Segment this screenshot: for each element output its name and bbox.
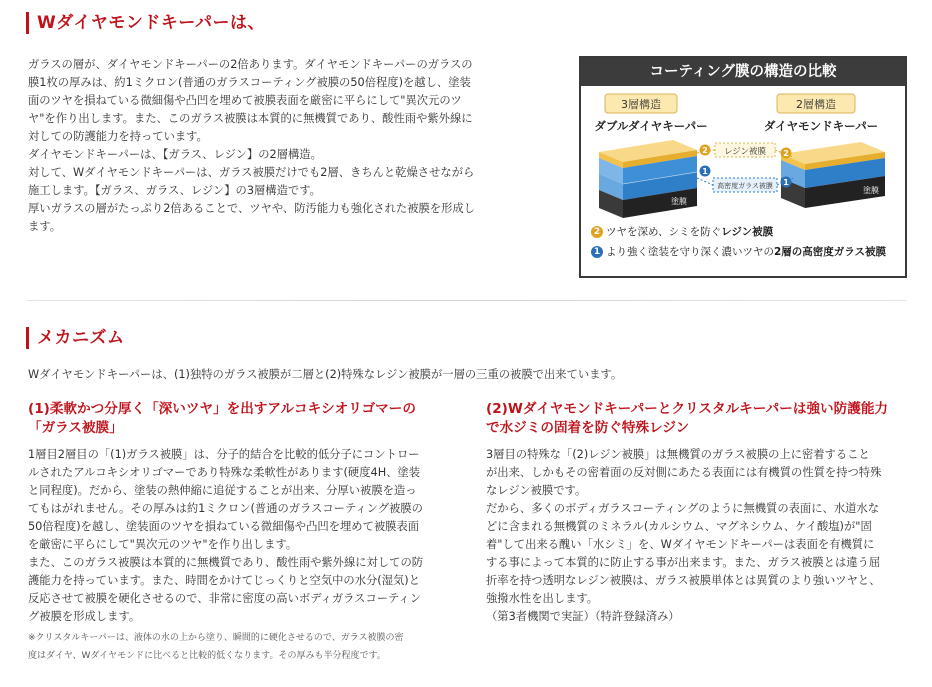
paint-label-right: 塗膜 (863, 186, 879, 195)
badge-2layer-text: 2層構造 (796, 98, 836, 111)
title-line: (2)Wダイヤモンドキーパーとクリスタルキーパーは強い防護能力 (486, 401, 889, 417)
legend-marker-1: 1 (591, 246, 603, 258)
coating-structure-figure (579, 56, 907, 278)
body-line: 着"して出来る醜い「水シミ」を、Wダイヤモンドキーパーは表面を有機質に (486, 538, 875, 551)
note-line: ※クリスタルキーパーは、液体の水の上から塗り、瞬間的に硬化させるので、ガラス被膜の密 (28, 633, 404, 643)
paragraph-line: 対しての防護能力を持っています。 (28, 130, 208, 143)
body-line: 反応させて被膜を硬化させるので、非常に密度の高いボディガラスコーティン (28, 592, 422, 605)
body-line: なレジン被膜です。 (486, 484, 587, 497)
body-line: 護能力を持っています。また、時間をかけてじっくりと空気中の水分(湿気)と (28, 574, 421, 587)
mechanism-glass-column (28, 400, 458, 665)
section-heading-wdiamond: Wダイヤモンドキーパーは、 (26, 12, 265, 34)
paragraph-line: 膜1枚の厚みは、約1ミクロン(普通のガラスコーティング被膜の50倍程度)を越し、塗装 (28, 76, 471, 89)
section1-paragraph (28, 56, 508, 236)
resin-column-body (486, 446, 916, 626)
paragraph-line: ます。 (28, 220, 61, 233)
mechanism-intro: Wダイヤモンドキーパーは、(1)独特のガラス被膜が二層と(2)特殊なレジン被膜が一層の三重の被膜で出来ています。 (28, 368, 623, 381)
paragraph-line: 厚いガラスの層がたっぷり2倍あることで、ツヤや、防汚能力も強化された被膜を形成し (28, 202, 475, 215)
legend-resin-bold: レジン被膜 (721, 226, 774, 238)
paragraph-line: ヤ"を作り出します。また、このガラス被膜は本質的に無機質であり、酸性雨や紫外線に (28, 112, 473, 125)
body-line: ルされたアルコキシオリゴマーであり特殊な柔軟性があります(硬度4H、塗装 (28, 466, 421, 479)
legend-resin-text: ツヤを深め、シミを防ぐ (606, 226, 722, 238)
glass-column-title (28, 400, 458, 438)
svg-text:1: 1 (702, 167, 708, 176)
glass-column-note (28, 629, 458, 665)
body-line: グ被膜を形成します。 (28, 610, 141, 623)
body-line: と同程度)。だから、塗装の熱伸縮に追従することが出来、分厚い被膜を造っ (28, 484, 417, 497)
title-line: で水ジミの固着を防ぐ特殊レジン (486, 420, 690, 436)
paragraph-line: 面のツヤを損ねている微細傷や凸凹を埋めて被膜表面を厳密に平らにして"異次元のツ (28, 94, 462, 107)
resin-label: レジン被膜 (723, 147, 767, 157)
body-line: どに含まれる無機質のミネラル(カルシウム、マグネシウム、ケイ酸塩)が"固 (486, 520, 872, 533)
body-line: が出来、しかもその密着面の反対側にあたる表面には有機質の性質を持つ特殊 (486, 466, 882, 479)
left-product-name: ダブルダイヤキーパー (594, 119, 708, 133)
section-heading-mechanism: メカニズム (26, 327, 125, 349)
body-line: を厳密に平らにして"異次元のツヤ"を作り出します。 (28, 538, 298, 551)
mechanism-resin-column (486, 400, 916, 626)
title-line: 「ガラス被膜」 (28, 420, 123, 436)
paragraph-line: ダイヤモンドキーパーは、【ガラス、レジン】の2層構造。 (28, 148, 322, 161)
body-line: てもはがれません。その厚みは約1ミクロン(普通のガラスコーティング被膜の (28, 502, 423, 515)
body-line: 50倍程度)を越し、塗装面のツヤを損ねている微細傷や凸凹を埋めて被膜表面 (28, 520, 420, 533)
note-line: 度はダイヤ、Wダイヤモンドに比べると比較的低くなります。その厚みも半分程度です。 (28, 651, 386, 661)
left-layer-block (599, 140, 697, 218)
svg-text:2: 2 (702, 146, 708, 155)
glass-label: 高密度ガラス被膜 (717, 182, 773, 190)
title-line: (1)柔軟かつ分厚く「深いツヤ」を出すアルコキシオリゴマーの (28, 401, 416, 417)
body-line: だから、多くのボディガラスコーティングのように無機質の表面に、水道水な (486, 502, 880, 515)
resin-column-title (486, 400, 916, 438)
right-layer-block (781, 142, 885, 208)
legend-glass-text: より強く塗装を守り深く濃いツヤの (606, 246, 774, 258)
legend-resin (591, 224, 773, 239)
body-line: 強撥水性を出します。 (486, 592, 599, 605)
right-product-name: ダイヤモンドキーパー (763, 119, 879, 133)
svg-text:1: 1 (783, 178, 789, 187)
body-line: また、このガラス被膜は本質的に無機質であり、酸性雨や紫外線に対しての防 (28, 556, 424, 569)
glass-column-body (28, 446, 458, 626)
svg-text:2: 2 (783, 149, 789, 158)
badge-3layer-text: 3層構造 (621, 98, 661, 111)
body-line: 3層目の特殊な「(2)レジン被膜」は無機質のガラス被膜の上に密着すること (486, 448, 870, 461)
paint-label-left: 塗膜 (671, 197, 687, 206)
body-line: 折率を持つ透明なレジン被膜は、ガラス被膜単体とは異質のより強いツヤと、 (486, 574, 881, 587)
figure-title: コーティング膜の構造の比較 (581, 58, 905, 86)
legend-glass (591, 244, 886, 259)
paragraph-line: 施工します。【ガラス、ガラス、レジン】の3層構造です。 (28, 184, 321, 197)
legend-glass-bold: 2層の高密度ガラス被膜 (774, 246, 886, 258)
body-line: する事によって本質的に防止する事が出来ます。また、ガラス被膜とは違う屈 (486, 556, 881, 569)
legend-marker-2: 2 (591, 226, 603, 238)
paragraph-line: 対して、Wダイヤモンドキーパーは、ガラス被膜だけでも2層、きちんと乾燥させながら (28, 166, 475, 179)
paragraph-line: ガラスの層が、ダイヤモンドキーパーの2倍あります。ダイヤモンドキーパーのガラスの (28, 58, 473, 71)
body-line: （第3者機関で実証）（特許登録済み） (486, 610, 680, 623)
section-divider (26, 300, 906, 301)
body-line: 1層目2層目の「(1)ガラス被膜」は、分子的結合を比較的低分子にコントロー (28, 448, 420, 461)
